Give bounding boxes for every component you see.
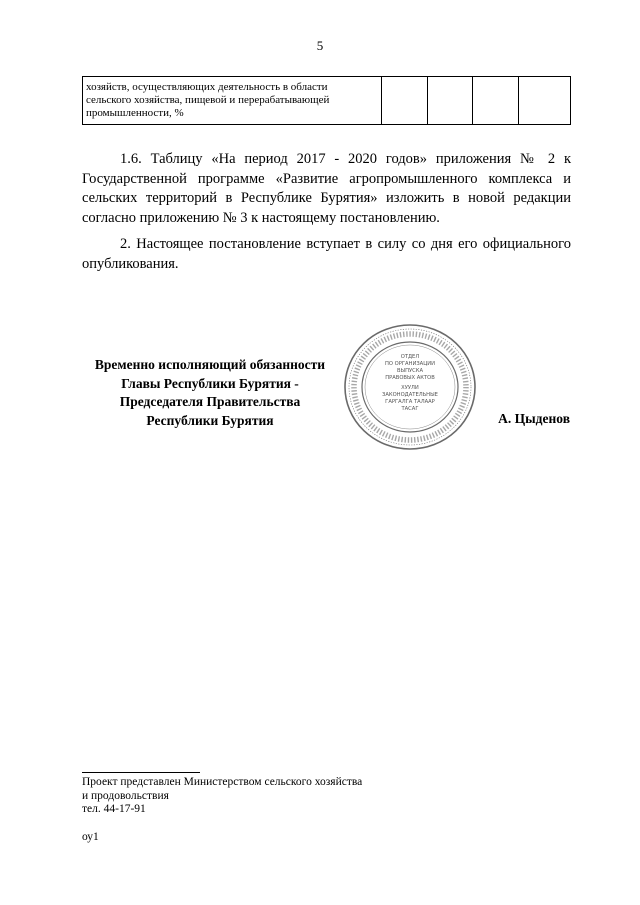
paragraph-1-6: 1.6. Таблицу «На период 2017 - 2020 годов» приложения № 2 к Государственной программе «Развитие агропромышленного комплекса и сельских территорий в Республике Бурятия» изложить в новой редакции согласно приложению № 3 к настоящему постановлению. [82,151,571,226]
stamp-seal-graphic [342,322,478,452]
page-number: 5 [316,38,324,53]
continuation-table [82,76,571,125]
footnote-line: тел. 44-17-91 [82,803,146,815]
table-cell-empty [382,77,427,125]
signatory-title-line: Временно исполняющий обязанности [94,357,326,372]
signatory-title [60,356,360,430]
paragraph-2: 2. Настоящее постановление вступает в силу со дня его официального опубликования. [82,236,571,272]
official-stamp [342,322,478,452]
stamp-text-line: ВЫПУСКА [396,368,424,374]
table-cell-indicator [83,77,382,125]
stamp-text-line: ЗАКОНОДАТЕЛЬНЫЕ [382,392,438,398]
footnote-line: и продовольствия [82,789,169,802]
document-code: оу1 [82,831,99,843]
signatory-name: А. Цыденов [498,411,570,426]
table-cell-empty [473,77,518,125]
table-cell-empty [427,77,472,125]
footnote-line: Проект представлен Министерством сельского хозяйства [82,776,363,788]
table-cell-empty [518,77,570,125]
stamp-text-line: ГАРГАЛГА ТАЛААР [385,399,435,405]
footnote [82,776,482,817]
indicator-line: промышленности, % [86,107,184,119]
stamp-text-line: ХУУЛИ [401,385,419,391]
indicator-line: хозяйств, осуществляющих деятельность в области [86,81,328,93]
signatory-title-line: Республики Бурятия [146,412,274,428]
stamp-text-line: ОТДЕЛ [400,354,420,360]
stamp-text-line: ТАСАГ [401,406,419,412]
signatory-title-line: Главы Республики Бурятия - [121,375,299,391]
indicator-line: сельского хозяйства, пищевой и перерабатывающей [86,94,330,106]
signatory-title-line: Председателя Правительства [119,394,301,409]
stamp-text-line: ПРАВОВЫХ АКТОВ [385,375,435,381]
stamp-text-line: ПО ОРГАНИЗАЦИИ [384,361,436,367]
table-row [83,77,571,125]
footnote-divider [82,772,200,773]
